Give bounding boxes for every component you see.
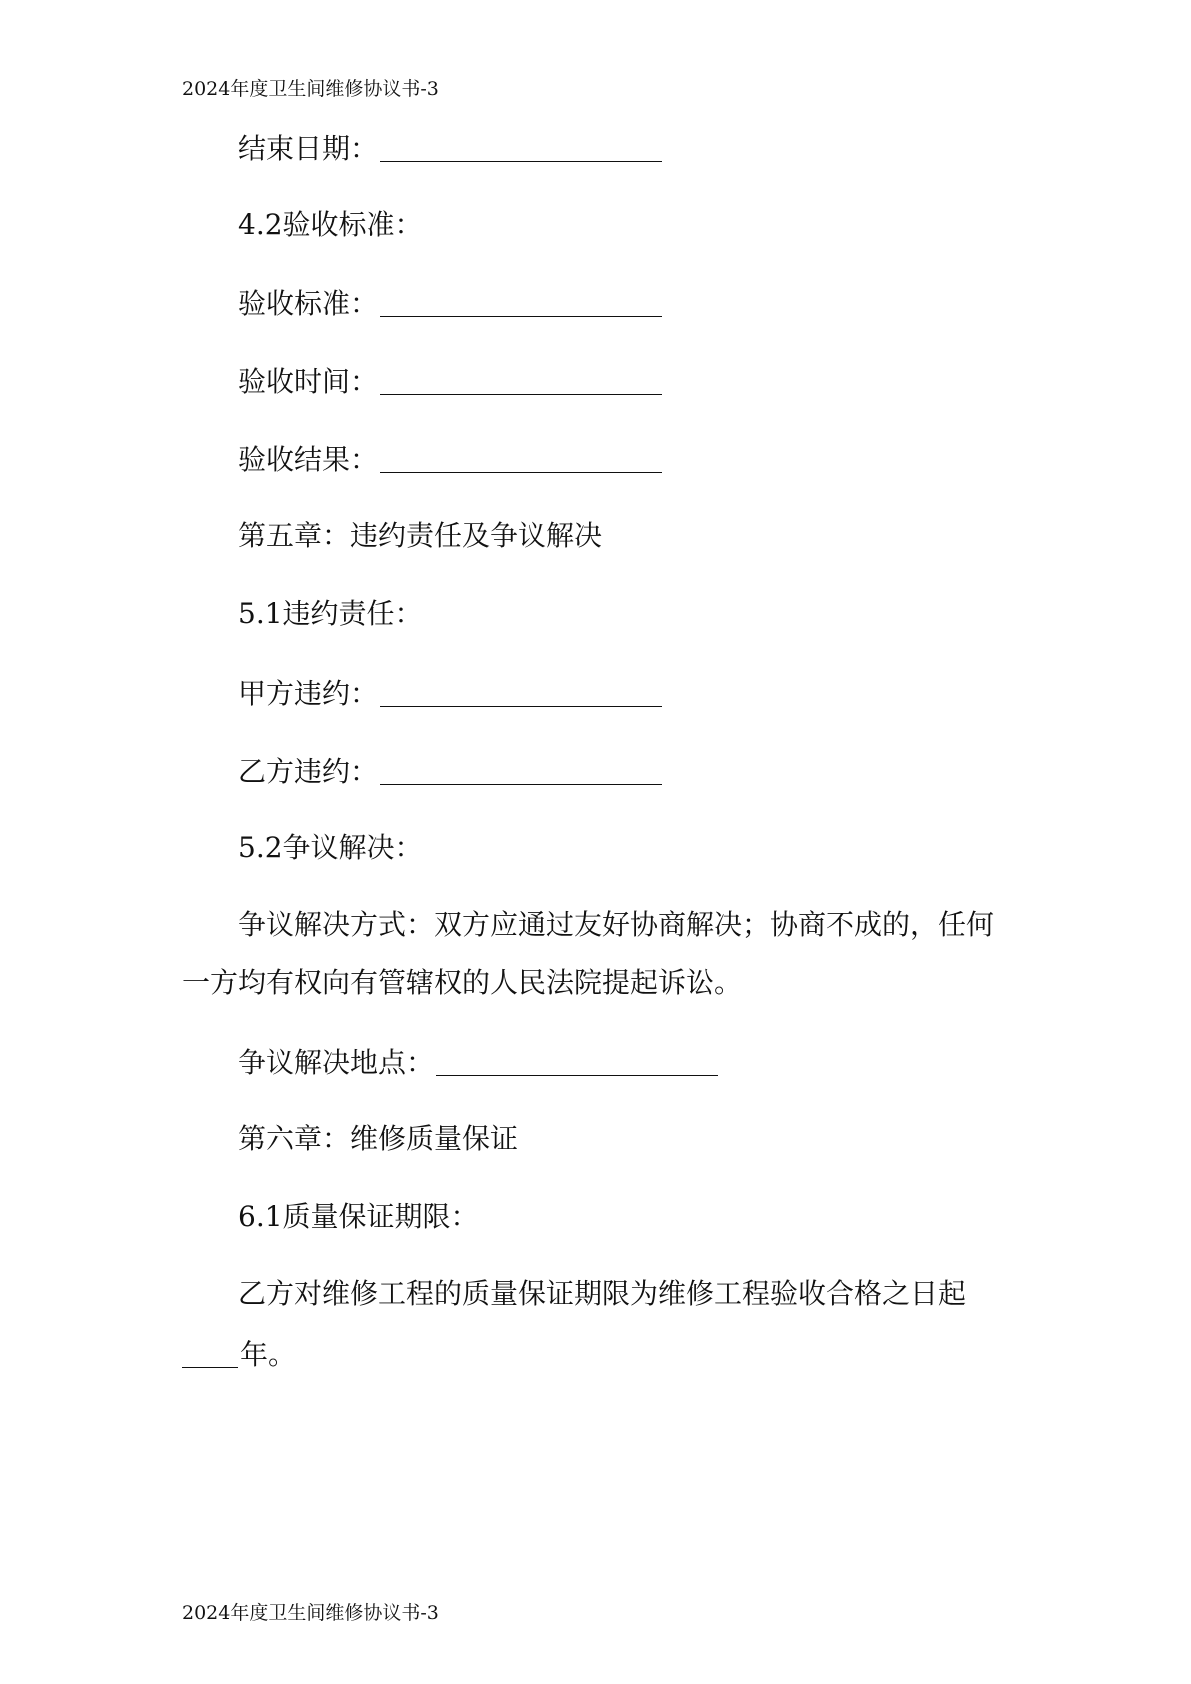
- chapter-6-heading: 第六章：维修质量保证: [238, 1122, 519, 1155]
- chapter-5-heading: 第五章：违约责任及争议解决: [238, 519, 603, 552]
- dispute-method-line-1: 争议解决方式：双方应通过友好协商解决；协商不成的，任何: [238, 908, 995, 941]
- dispute-method-line-2: 一方均有权向有管辖权的人民法院提起诉讼。: [182, 966, 743, 999]
- dispute-place-field: [238, 1043, 718, 1081]
- acceptance-standard-blank: [380, 288, 662, 317]
- party-a-breach-blank: [380, 678, 662, 707]
- warranty-line-1: 乙方对维修工程的质量保证期限为维修工程验收合格之日起: [238, 1277, 967, 1310]
- section-6-1-heading: 6.1质量保证期限：: [238, 1200, 479, 1233]
- warranty-line-2: [182, 1335, 296, 1373]
- acceptance-time-field: [238, 362, 662, 400]
- section-5-2-heading: 5.2争议解决：: [238, 831, 423, 864]
- section-4-2-heading: 4.2验收标准：: [238, 208, 423, 241]
- dispute-place-blank: [436, 1047, 718, 1076]
- page-footer: 2024年度卫生间维修协议书-3: [182, 1602, 439, 1624]
- party-a-breach-label: 甲方违约：: [238, 677, 379, 710]
- end-date-field: [238, 129, 662, 167]
- party-a-breach-field: [238, 674, 662, 712]
- acceptance-result-field: [238, 440, 662, 478]
- acceptance-result-label: 验收结果：: [238, 443, 379, 476]
- section-5-1-heading: 5.1违约责任：: [238, 597, 423, 630]
- acceptance-standard-field: [238, 284, 662, 322]
- party-b-breach-blank: [380, 756, 662, 785]
- end-date-blank: [380, 133, 662, 162]
- end-date-label: 结束日期：: [238, 132, 379, 165]
- party-b-breach-field: [238, 752, 662, 790]
- warranty-years-suffix: 年。: [240, 1338, 297, 1371]
- warranty-years-blank: [182, 1339, 238, 1368]
- dispute-place-label: 争议解决地点：: [238, 1046, 435, 1079]
- acceptance-result-blank: [380, 444, 662, 473]
- party-b-breach-label: 乙方违约：: [238, 755, 379, 788]
- acceptance-standard-label: 验收标准：: [238, 287, 379, 320]
- acceptance-time-blank: [380, 366, 662, 395]
- acceptance-time-label: 验收时间：: [238, 365, 379, 398]
- page-header: 2024年度卫生间维修协议书-3: [182, 78, 439, 100]
